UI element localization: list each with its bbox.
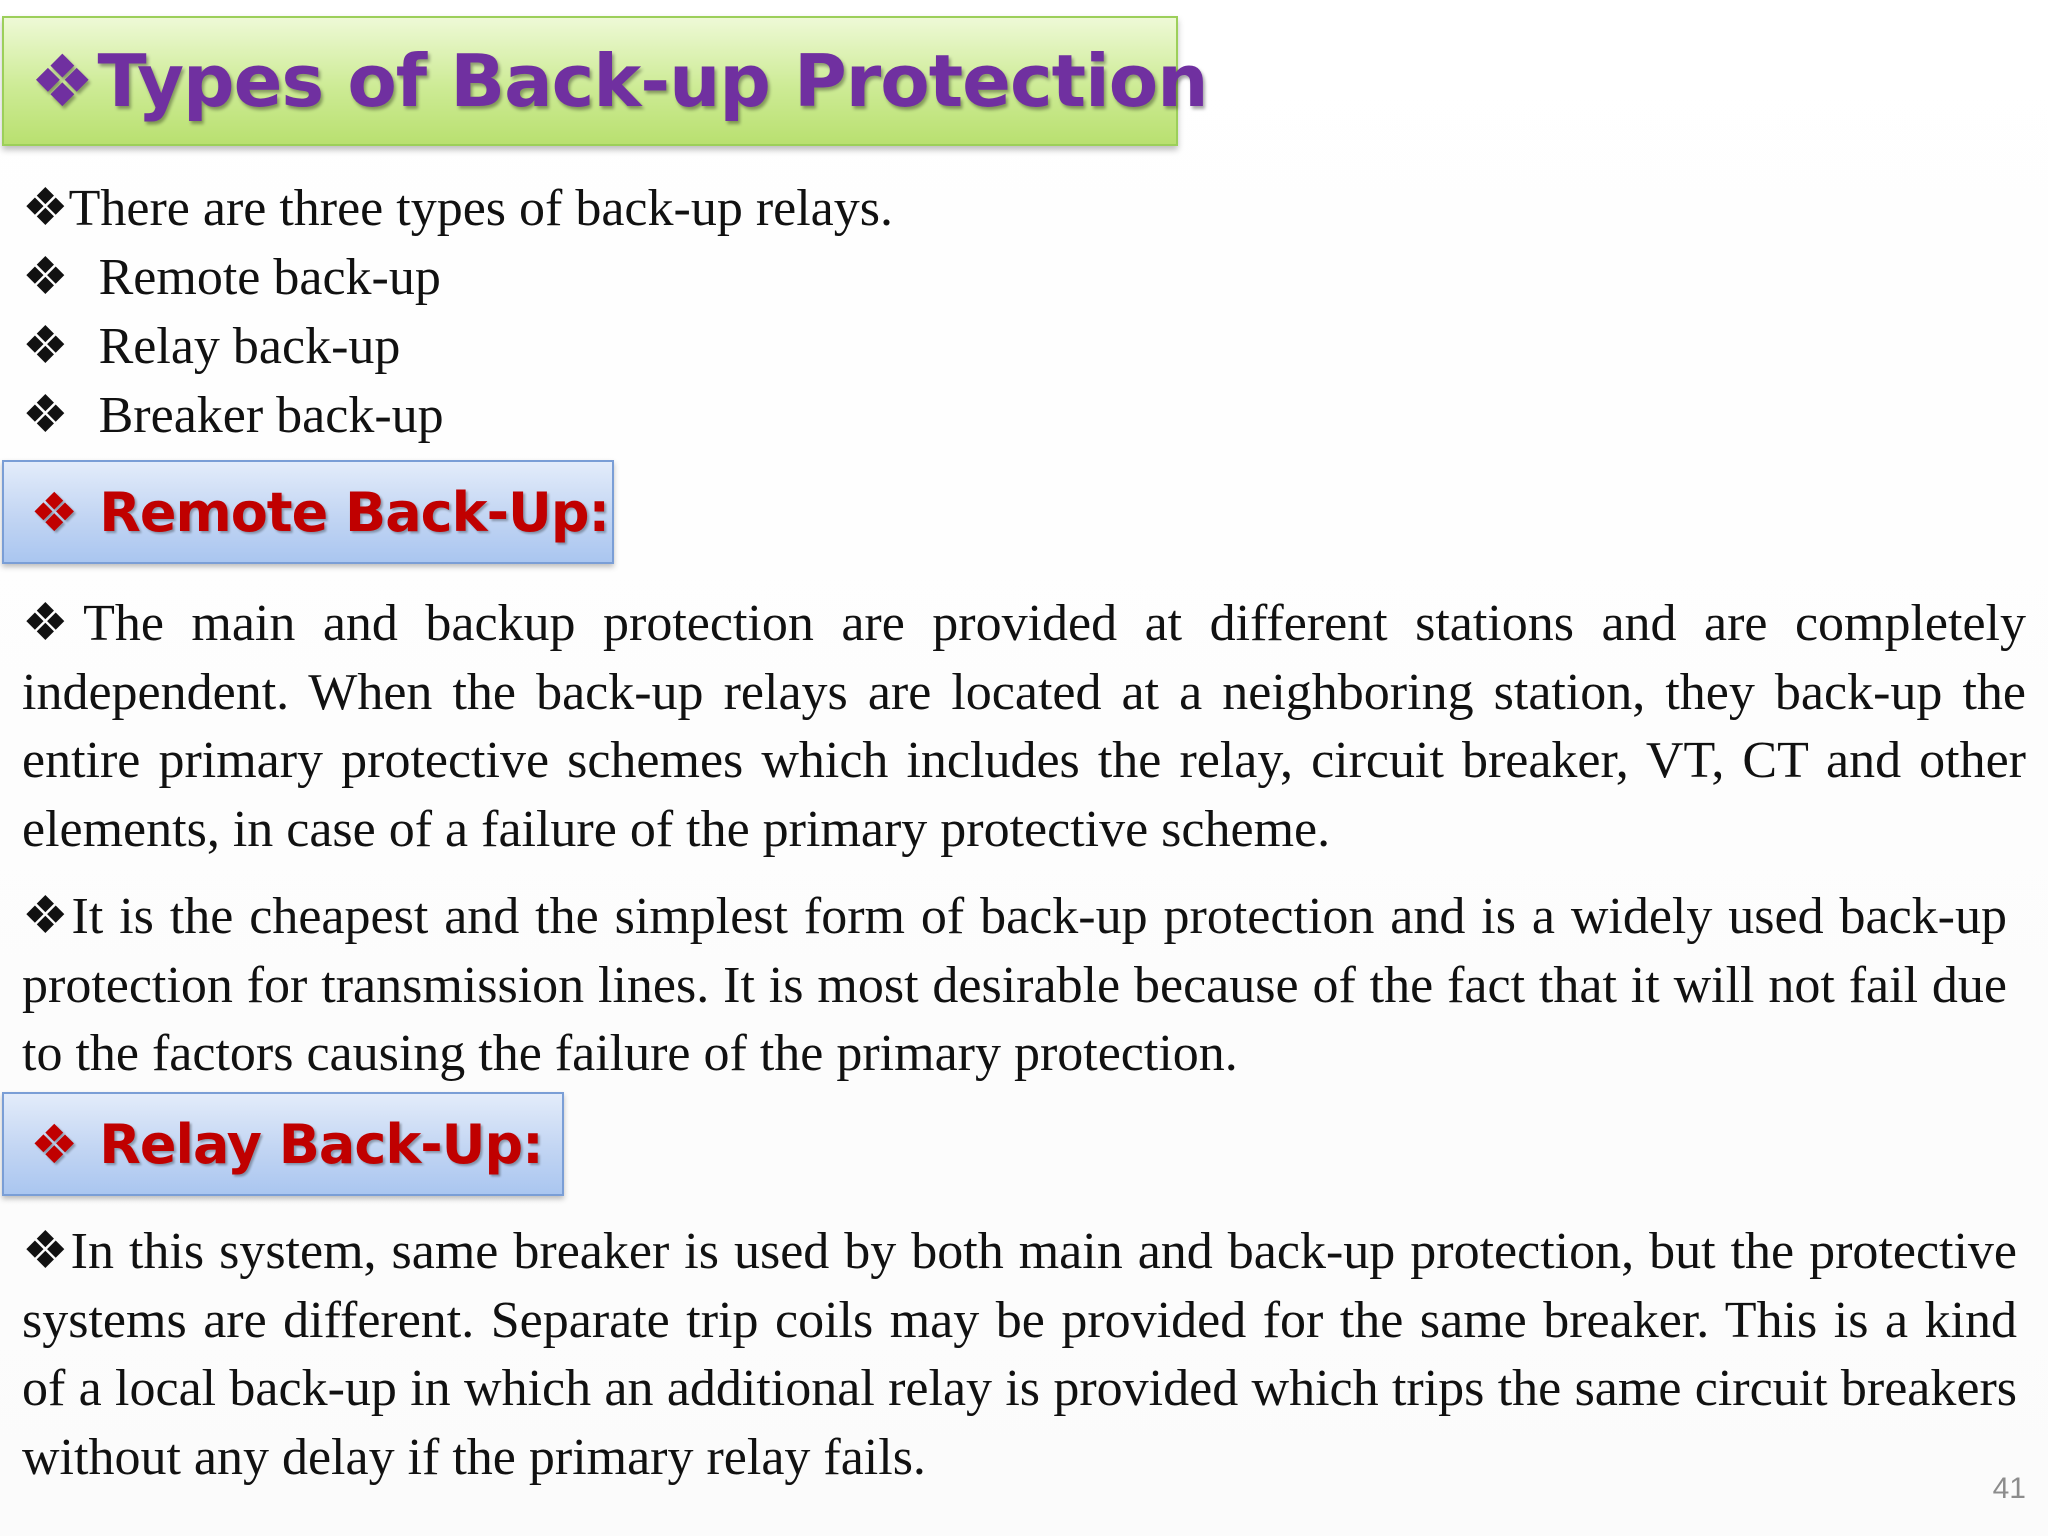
intro-item: [22, 244, 441, 312]
diamond-bullet-icon: ❖: [22, 387, 69, 444]
slide-title-text: Types of Back-up Protection: [97, 39, 1208, 123]
intro-item: [22, 313, 400, 381]
diamond-bullet-icon: ❖: [22, 318, 69, 375]
page-number: 41: [1992, 1472, 2026, 1505]
intro-item-text: Remote back-up: [98, 249, 441, 306]
section-heading-text: ❖ Relay Back-Up:: [30, 1112, 543, 1176]
intro-lead-text: There are three types of back-up relays.: [68, 180, 893, 237]
diamond-bullet-icon: ❖: [30, 480, 78, 544]
section-heading-relay-backup: [2, 1092, 564, 1196]
slide-title: [30, 39, 1207, 123]
section-heading-text: ❖ Remote Back-Up:: [30, 480, 610, 544]
paragraph-text: The main and backup protection are provided at different stations and are completely independent. When the back-up relays are located at a neighboring station, they back-up the entire primary protective schemes which includes the relay, circuit breaker, VT, CT and other elements, in case of a failure of the primary protective scheme.: [22, 595, 2026, 858]
intro-lead: [22, 175, 893, 243]
diamond-bullet-icon: ❖: [22, 249, 69, 306]
diamond-bullet-icon: ❖: [22, 1223, 71, 1280]
paragraph-text: In this system, same breaker is used by both main and back-up protection, but the protective systems are different. Separate trip coils may be provided for the same breaker. This is a kind of a local back-up in which an additional relay is provided which trips the same circuit breakers without any delay if the primary relay fails.: [22, 1223, 2017, 1486]
title-banner: [2, 16, 1208, 146]
intro-item: [22, 382, 444, 450]
diamond-bullet-icon: ❖: [22, 595, 84, 652]
intro-item-text: Relay back-up: [98, 318, 401, 375]
paragraph-text: It is the cheapest and the simplest form of back-up protection and is a widely used back-up protection for transmission lines. It is most desirable because of the fact that it will not fail due to the factors causing the failure of the primary protection.: [22, 888, 2007, 1082]
intro-item-text: Breaker back-up: [98, 387, 444, 444]
diamond-bullet-icon: ❖: [30, 1112, 78, 1176]
diamond-bullet-icon: ❖: [22, 180, 69, 237]
paragraph: [22, 590, 2026, 864]
section-heading-remote-backup: [2, 460, 614, 564]
paragraph: [22, 1218, 2017, 1492]
paragraph: [22, 883, 2007, 1089]
diamond-bullet-icon: ❖: [22, 888, 72, 945]
diamond-bullet-icon: ❖: [30, 39, 94, 123]
